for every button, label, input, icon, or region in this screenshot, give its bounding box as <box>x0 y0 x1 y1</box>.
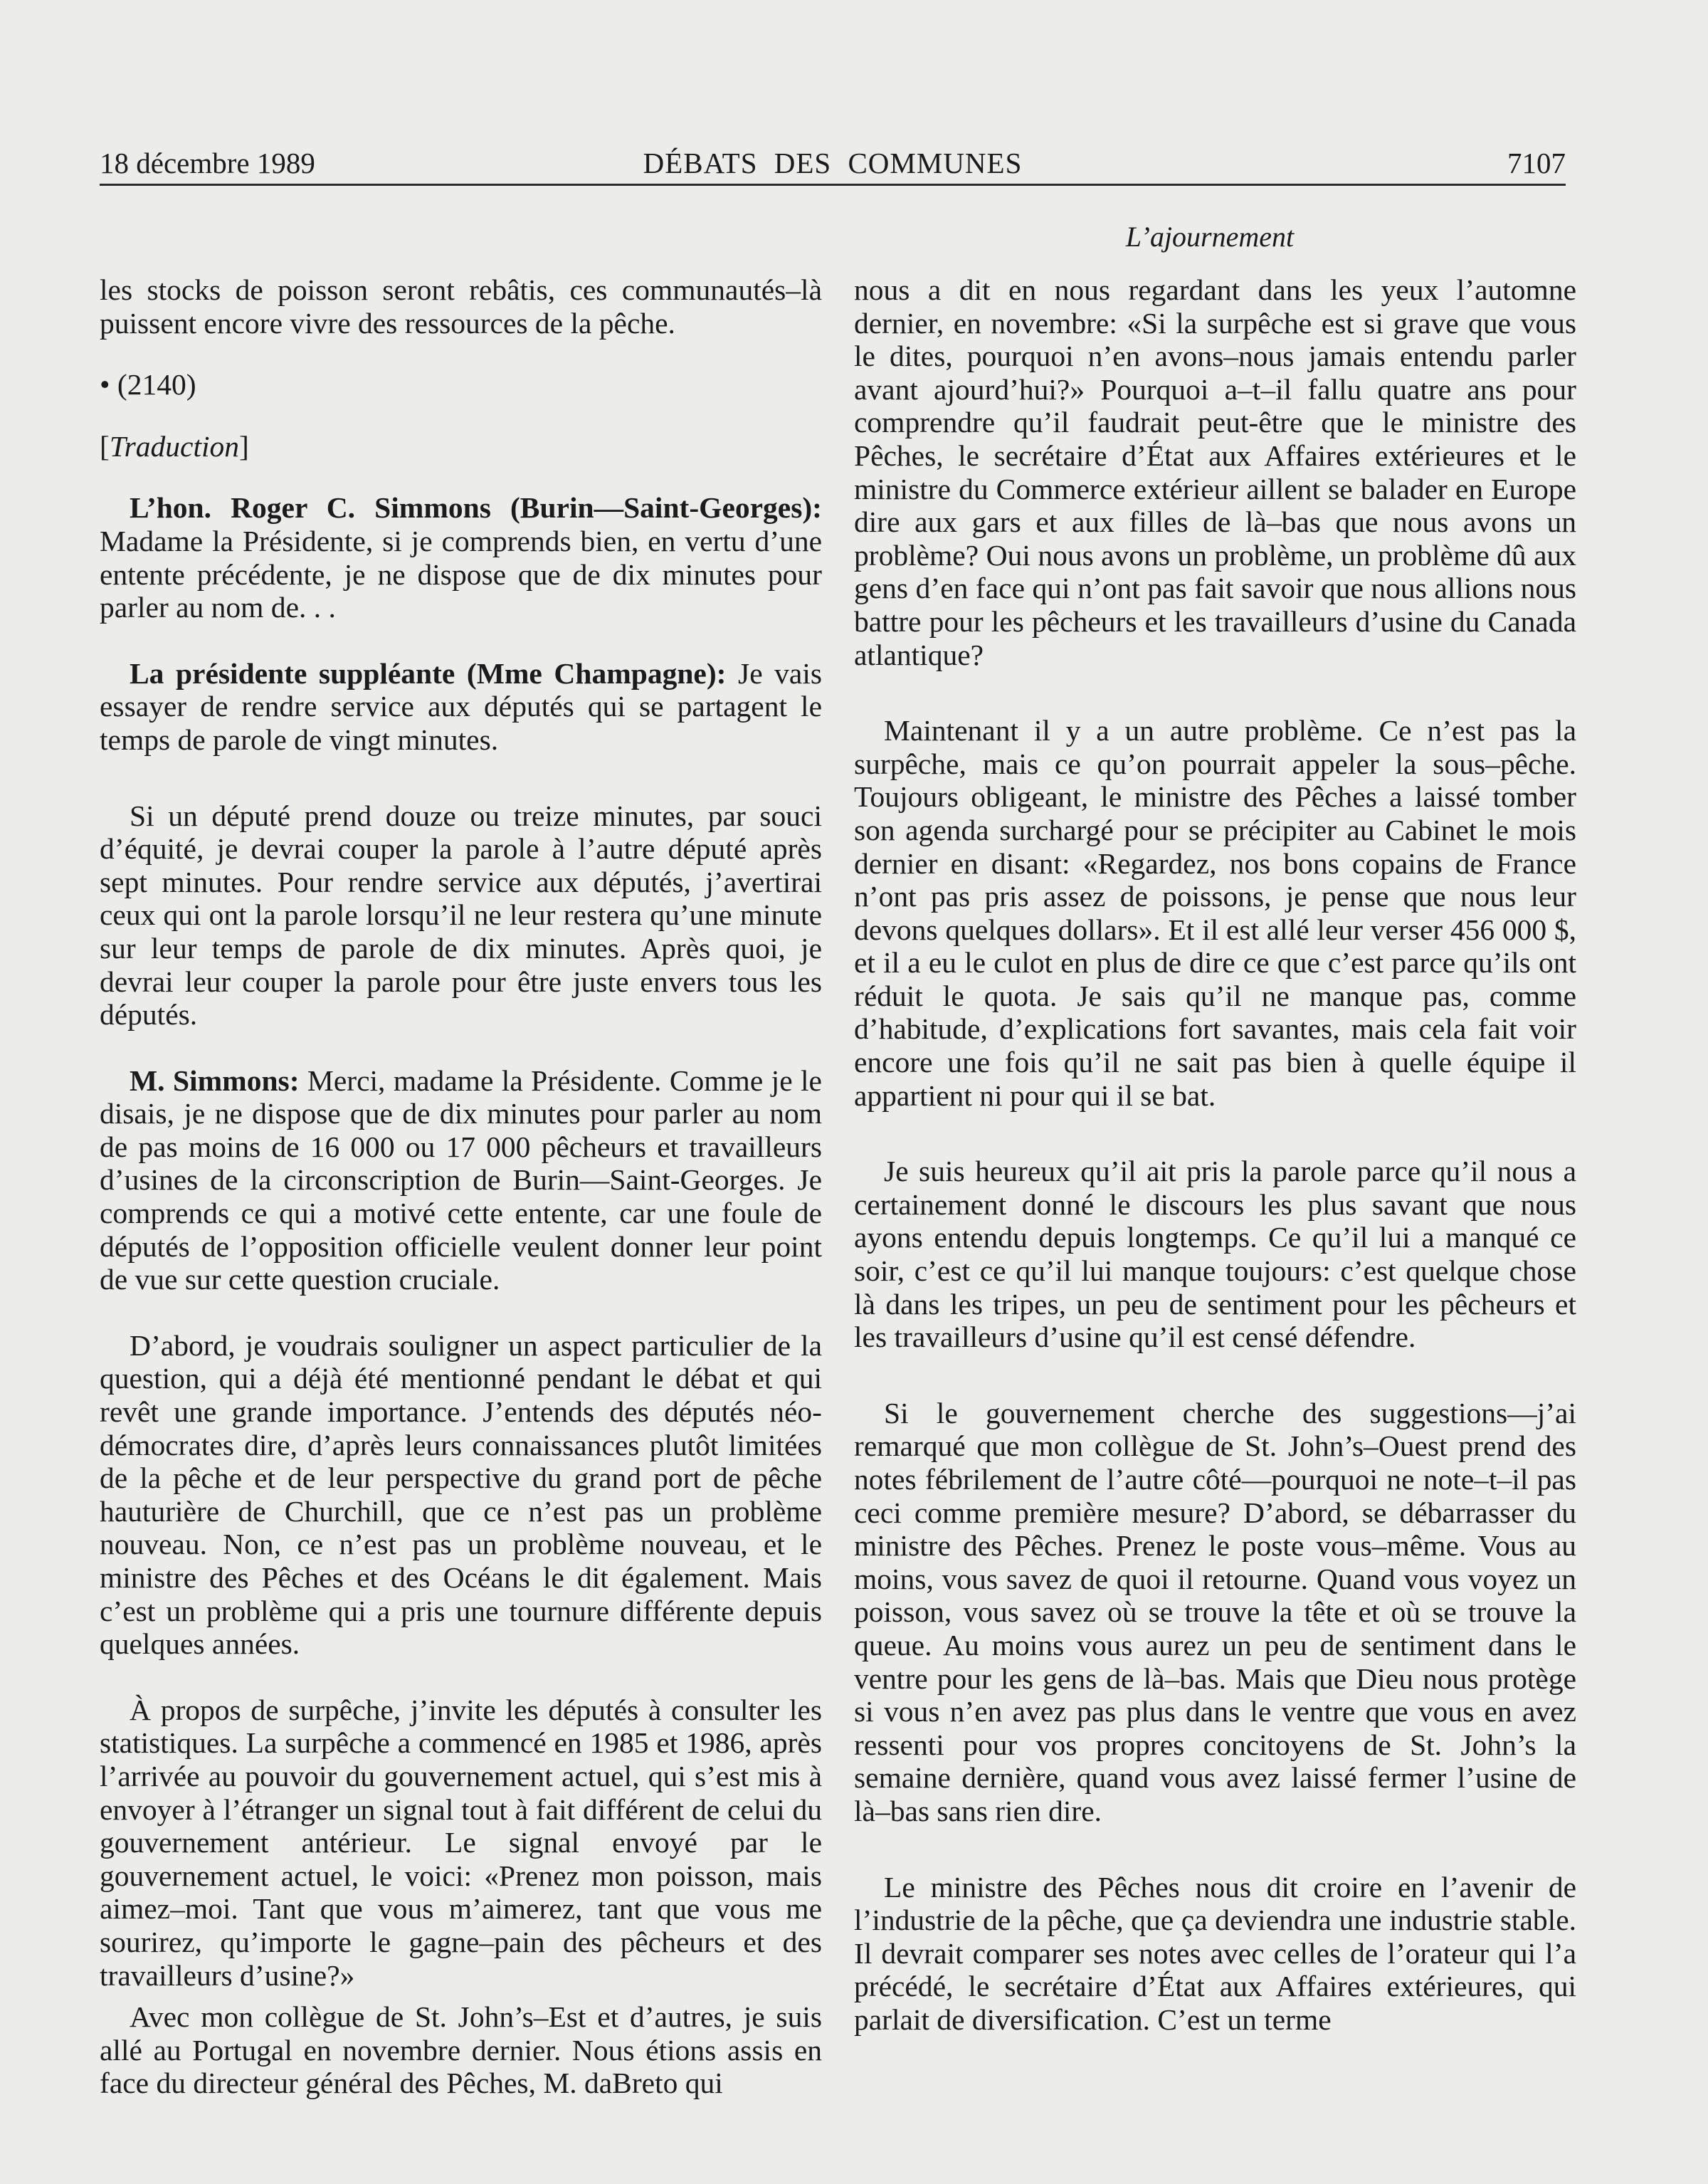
paragraph: À propos de surpêche, j’invite les députés à consulter les statistiques. La surpêche a commencé en 1985 et 1986, après l’arrivée au pouvoir du gouvernement actuel, qui s’est mis à envoyer à l’étranger un signal tout à fait différent de celui du gouvernement antérieur. Le signal envoyé par le gouvernement actuel, le voici: «Prenez mon poisson, mais aimez–moi. Tant que vous m’aimerez, tant que vous me sourirez, qu’importe le gagne–pain des pêcheurs et des travailleurs d’usine?» <box>100 1693 822 1992</box>
speaker-name: La présidente suppléante (Mme Champagne): <box>130 656 727 690</box>
paragraph: Le ministre des Pêches nous dit croire en l’avenir de l’industrie de la pêche, que ça deviendra une industrie stable. Il devrait comparer ses notes avec celles de l’orateur qui l’a précédé, le secrétaire d’État aux Affaires extérieures, qui parlait de diversification. C’est un terme <box>854 1870 1576 2036</box>
speech-text: Madame la Présidente, si je comprends bien, en vertu d’une entente précédente, je ne dispose que de dix minutes pour parler au nom de. . . <box>100 524 822 624</box>
translation-label-text: Traduction <box>109 429 239 463</box>
speech-paragraph <box>100 491 822 624</box>
paragraph: D’abord, je voudrais souligner un aspect particulier de la question, qui a déjà été mentionné pendant le débat et qui revêt une grande importance. J’entends des députés néo-démocrates dire, d’après leurs connaissances plutôt limitées de la pêche et de leur perspective du grand port de pêche hauturière de Churchill, que ce n’est pas un problème nouveau. Non, ce n’est pas un problème nouveau, et le ministre des Pêches et des Océans le dit également. Mais c’est un problème qui a pris une tournure différente depuis quelques années. <box>100 1328 822 1661</box>
left-column <box>100 273 822 2100</box>
paragraph: Si un député prend douze ou treize minutes, par souci d’équité, je devrai couper la parole à l’autre député après sept minutes. Pour rendre service aux députés, j’avertirai ceux qui ont la parole lorsqu’il ne leur restera qu’une minute sur leur temps de parole de dix minutes. Après quoi, je devrai leur couper la parole pour être juste envers tous les députés. <box>100 799 822 1031</box>
speech-paragraph <box>100 657 822 757</box>
header-rule <box>100 184 1566 186</box>
right-column <box>854 273 1576 2037</box>
translation-label: [Traduction] <box>100 429 249 463</box>
running-header <box>100 142 1566 184</box>
page-number: 7107 <box>1507 147 1566 179</box>
paragraph: Maintenant il y a un autre problème. Ce n’est pas la surpêche, mais ce qu’on pourrait appeler la sous–pêche. Toujours obligeant, le ministre des Pêches a laissé tomber son agenda surchargé pour se précipiter au Cabinet le mois dernier en disant: «Regardez, nos bons copains de France n’ont pas pris assez de poissons, je pense que nous leur devons quelques dollars». Et il est allé leur verser 456 000 $, et il a eu le culot en plus de dire ce que c’est parce qu’ils ont réduit le quota. Je sais qu’il ne manque pas, comme d’habitude, d’explications fort savantes, mais cela fait voir encore une fois qu’il ne sait pas bien à quelle équipe il appartient ni pour qui il se bat. <box>854 714 1576 1112</box>
speech-text: Je vais essayer de rendre service aux députés qui se partagent le temps de parole de vingt minutes. <box>100 656 822 756</box>
header-title: DÉBATS DES COMMUNES <box>643 147 1023 179</box>
header-date: 18 décembre 1989 <box>100 147 315 179</box>
paragraph: Si le gouvernement cherche des suggestions—j’ai remarqué que mon collègue de St. John’s–Ouest prend des notes fébrilement de l’autre côté—pourquoi ne note–t–il pas ceci comme première mesure? D’abord, se débarrasser du ministre des Pêches. Prenez le poste vous–même. Vous au moins, vous savez de quoi il retourne. Quand vous voyez un poisson, vous savez où se trouve la tête et où se trouve la queue. Au moins vous aurez un peu de sentiment dans le ventre pour les gens de là–bas. Mais que Dieu nous protège si vous n’en avez pas plus dans le ventre que vous en avez ressenti pour vos propres concitoyens de St. John’s la semaine dernière, quand vous avez laissé fermer l’usine de là–bas sans rien dire. <box>854 1396 1576 1827</box>
speech-text: Merci, madame la Présidente. Comme je le disais, je ne dispose que de dix minutes pour parler au nom de pas moins de 16 000 ou 17 000 pêcheurs et travailleurs d’usines de la circonscription de Burin—Saint-Georges. Je comprends ce qui a motivé cette entente, car une foule de députés de l’opposition officielle veulent donner leur point de vue sur cette question cruciale. <box>100 1064 822 1296</box>
paragraph: Avec mon collègue de St. John’s–Est et d’autres, je suis allé au Portugal en novembre dernier. Nous étions assis en face du directeur général des Pêches, M. daBreto qui <box>100 2000 822 2100</box>
speaker-name: L’hon. Roger C. Simmons (Burin—Saint-Georges): <box>130 491 822 525</box>
speech-paragraph <box>100 1064 822 1296</box>
speaker-name: M. Simmons: <box>130 1064 300 1097</box>
paragraph: les stocks de poisson seront rebâtis, ces communautés–là puissent encore vivre des ressources de la pêche. <box>100 273 822 340</box>
paragraph: nous a dit en nous regardant dans les yeux l’automne dernier, en novembre: «Si la surpêche est si grave que vous le dites, pourquoi n’en avons–nous jamais entendu parler avant ajourd’hui?» Pourquoi a–t–il fallu quatre ans pour comprendre qu’il faudrait peut-être que le ministre des Pêches, le secrétaire d’État aux Affaires extérieures et le ministre du Commerce extérieur aillent se balader en Europe dire aux gars et aux filles de là–bas que nous avons un problème? Oui nous avons un problème, un problème dû aux gens d’en face qui n’ont pas fait savoir que nous allions nous battre pour les pêcheurs et les travailleurs d’usine du Canada atlantique? <box>854 273 1576 671</box>
time-marker: • (2140) <box>100 368 196 401</box>
section-rubric: L’ajournement <box>1125 221 1295 253</box>
paragraph: Je suis heureux qu’il ait pris la parole parce qu’il nous a certainement donné le discours les plus savant que nous ayons entendu depuis longtemps. Ce qu’il lui a manqué ce soir, c’est ce qu’il lui manque toujours: c’est quelque chose là dans les tripes, un peu de sentiment pour les pêcheurs et les travailleurs d’usine qu’il est censé défendre. <box>854 1155 1576 1354</box>
